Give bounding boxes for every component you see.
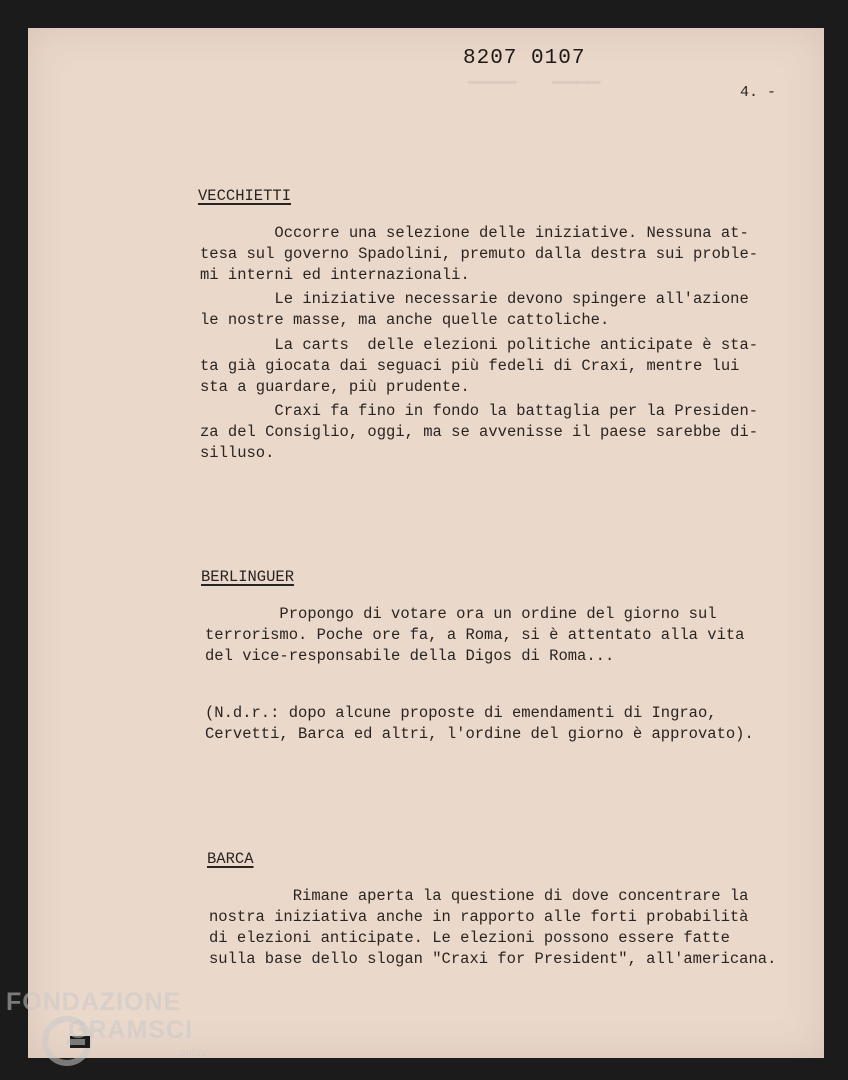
paragraph: Craxi fa fino in fondo la battaglia per la Presiden- za del Consiglio, oggi, ma se avvenisse il paese sarebbe di- silluso. — [200, 402, 759, 462]
speaker-heading-berlinguer: BERLINGUER — [201, 568, 295, 586]
fondazione-gramsci-watermark — [6, 988, 207, 1059]
page-number: 4. - — [740, 84, 777, 101]
editor-note: (N.d.r.: dopo alcune proposte di emendamenti di Ingrao, Cervetti, Barca ed altri, l'ordine del giorno è approvato). — [205, 704, 754, 743]
paragraph: Le iniziative necessarie devono spingere all'azione le nostre masse, ma anche quelle cattoliche. — [200, 290, 749, 329]
document-page — [28, 28, 824, 1058]
paragraph: Occorre una selezione delle iniziative. Nessuna at- tesa sul governo Spadolini, premuto dalla destra sui proble- mi interni ed internazionali. — [200, 224, 759, 284]
speaker-heading-barca: BARCA — [207, 850, 254, 868]
document-number: 8207 0107 — [463, 47, 586, 70]
paragraph: Rimane aperta la questione di dove concentrare la nostra iniziativa anche in rapporto alle forti probabilità di elezioni anticipate. Le elezioni possono essere fatte sulla base dello slogan "Craxi for President", all'americana. — [209, 887, 777, 968]
bleed-through-texture: ▁▁▁▁ ▁▁▁▁ — [468, 63, 601, 86]
speaker-heading-vecchietti: VECCHIETTI — [198, 187, 292, 205]
paragraph: Propongo di votare ora un ordine del giorno sul terrorismo. Poche ore fa, a Roma, si è attentato alla vita del vice-responsabile della Digos di Roma... — [205, 605, 745, 665]
watermark-line2: GRAMSCI — [68, 1016, 194, 1044]
paragraph: La carts delle elezioni politiche anticipate è sta- ta già giocata dai seguaci più fedeli di Craxi, mentre lui sta a guardare, più prudente. — [200, 336, 759, 396]
watermark-line1: FONDAZIONE — [6, 988, 182, 1016]
watermark-suffix: onlus — [180, 1048, 207, 1059]
